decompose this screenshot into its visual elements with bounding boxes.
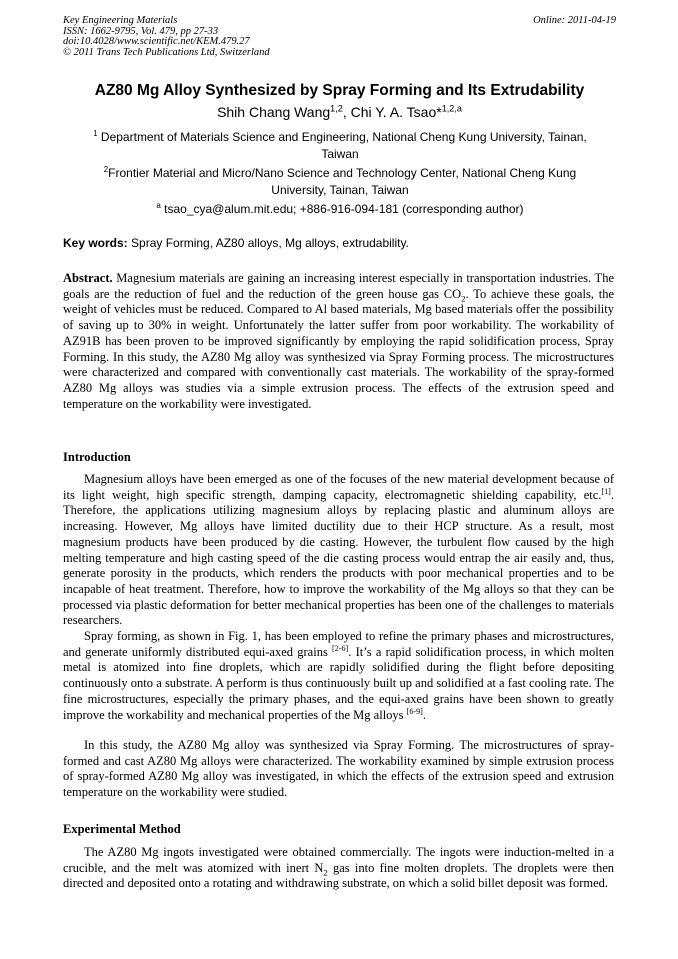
intro-paragraph-3: In this study, the AZ80 Mg alloy was synthesized via Spray Forming. The microstructures of spray-formed and cast AZ80 Mg alloys were characterized. The workability examined by simple extrusion process of spray-formed AZ80 Mg alloy was investigated, in which the effects of the extrusion speed and extrusion temperature on the workability were studied. — [63, 738, 614, 800]
intro-paragraph-1 — [63, 472, 614, 629]
abstract-text-2: . To achieve these goals, the weight of vehicles must be reduced. Compared to Al based materials, Mg based materials offer the possibility of saving up to 30% in weight. Unfortunately the latter suffer from poor workability. The workability of AZ91B has been proven to be improved significantly by employing the rapid solidification process, Spray Forming. In this study, the AZ80 Mg alloy was synthesized via Spray Forming process. The microstructures were characterized and compared with conventionally cast materials. The workability of the spray-formed AZ80 Mg alloys was studies via a simple extrusion process. The effects of the extrusion speed and temperature on the workability were investigated. — [63, 286, 614, 411]
intro-p1-text-a: Magnesium alloys have been emerged as one of the focuses of the new material development because of its light weight, high specific strength, damping capacity, electromagnetic shielding capability, etc. — [63, 472, 614, 502]
author-1-affil: 1,2 — [330, 103, 343, 114]
co2-subscript: 2 — [461, 293, 466, 304]
exp-p1-text-a: The AZ80 Mg ingots investigated were obtained commercially. The ingots were induction-melted in a crucible, and the melt was atomized with inert N — [63, 845, 614, 875]
author-list — [63, 104, 616, 120]
n2-subscript: 2 — [323, 867, 328, 878]
keywords-text: Spray Forming, AZ80 alloys, Mg alloys, extrudability. — [127, 236, 409, 250]
abstract — [63, 271, 614, 412]
affiliation-2 — [80, 165, 600, 199]
affiliation-2-text: Frontier Material and Micro/Nano Science and Technology Center, National Cheng Kung University, Tainan, Taiwan — [108, 166, 577, 197]
introduction-heading: Introduction — [63, 450, 131, 464]
affiliation-2-mark: 2 — [103, 165, 109, 174]
author-1: Shih Chang Wang — [217, 104, 331, 120]
doi-line: doi:10.4028/www.scientific.net/KEM.479.27 — [63, 36, 250, 47]
abstract-label: Abstract. — [63, 271, 113, 285]
journal-header — [63, 16, 616, 58]
intro-paragraph-2 — [63, 629, 614, 723]
intro-p2-text-b: . It’s a rapid solidification process, in which molten metal is atomized into fine droplets, which are rapidly solidified during the flight before depositing continuously onto a substrate. A perform is thus continuously built up and solidified at a fast cooling rate. The fine microstructures, especially the primary phases, and the equi-axed grains have been shown to greatly improve the workability and mechanical properties of the Mg alloys — [63, 644, 614, 722]
intro-p1-text-b: . Therefore, the applications utilizing magnesium alloys by replacing plastic and aluminum alloys are increasing. However, Mg alloys have limited ductility due to their HCP structure. As a result, most magnesium products have been produced by die casting. However, the turbulent flow caused by the high melting temperature and high casting speed of the die casting process would entrap the air easily and, thus, generate porosity in the products, which renders the products with poor mechanical properties and to be incapable of heat treatment. Therefore, how to improve the workability of the Mg alloys so that they can be processed via plastic deformation for better mechanical properties has been one of the challenges to materials researchers. — [63, 487, 614, 628]
issn-line: ISSN: 1662-9795, Vol. 479, pp 27-33 — [63, 25, 219, 37]
keywords-label: Key words: — [63, 236, 128, 250]
keywords — [63, 236, 616, 250]
copyright-line: © 2011 Trans Tech Publications Ltd, Switzerland — [63, 46, 270, 58]
affiliation-1-text: Department of Materials Science and Engineering, National Cheng Kung University, Tainan, Taiwan — [100, 130, 587, 161]
experimental-heading: Experimental Method — [63, 822, 181, 836]
author-2: Chi Y. A. Tsao* — [350, 104, 442, 120]
online-date: Online: 2011-04-19 — [533, 15, 616, 26]
author-2-affil: 1,2,a — [441, 103, 462, 114]
abstract-text-1: Magnesium materials are gaining an increasing interest especially in transportation industries. The goals are the reduction of fuel and the reduction of the green house gas CO — [63, 271, 614, 301]
exp-p1-text-b: gas into fine molten droplets. The droplets were then directed and deposited onto a rotating and withdrawing substrate, on which a solid billet deposit was formed. — [63, 860, 614, 891]
journal-name: Key Engineering Materials — [63, 15, 178, 26]
citation-1: [1] — [601, 486, 611, 496]
intro-p2-text-c: . — [422, 707, 426, 722]
paper-title: AZ80 Mg Alloy Synthesized by Spray Forming and Its Extrudability — [94, 82, 585, 99]
email-text: tsao_cya@alum.mit.edu; +886-916-094-181 (corresponding author) — [164, 202, 524, 216]
citation-6-9: [6-9] — [406, 706, 423, 716]
intro-p2-text-a: Spray forming, as shown in Fig. 1, has been employed to refine the primary phases and microstructures, and generate uniformly distributed equi-axed grains — [63, 629, 614, 659]
author-separator: , — [342, 104, 351, 120]
citation-2-6: [2-6] — [332, 643, 349, 653]
corresponding-email — [80, 201, 600, 218]
affiliation-1 — [80, 129, 600, 163]
experimental-paragraph-1 — [63, 845, 614, 892]
email-mark: a — [156, 201, 161, 210]
affiliation-1-mark: 1 — [93, 129, 98, 138]
